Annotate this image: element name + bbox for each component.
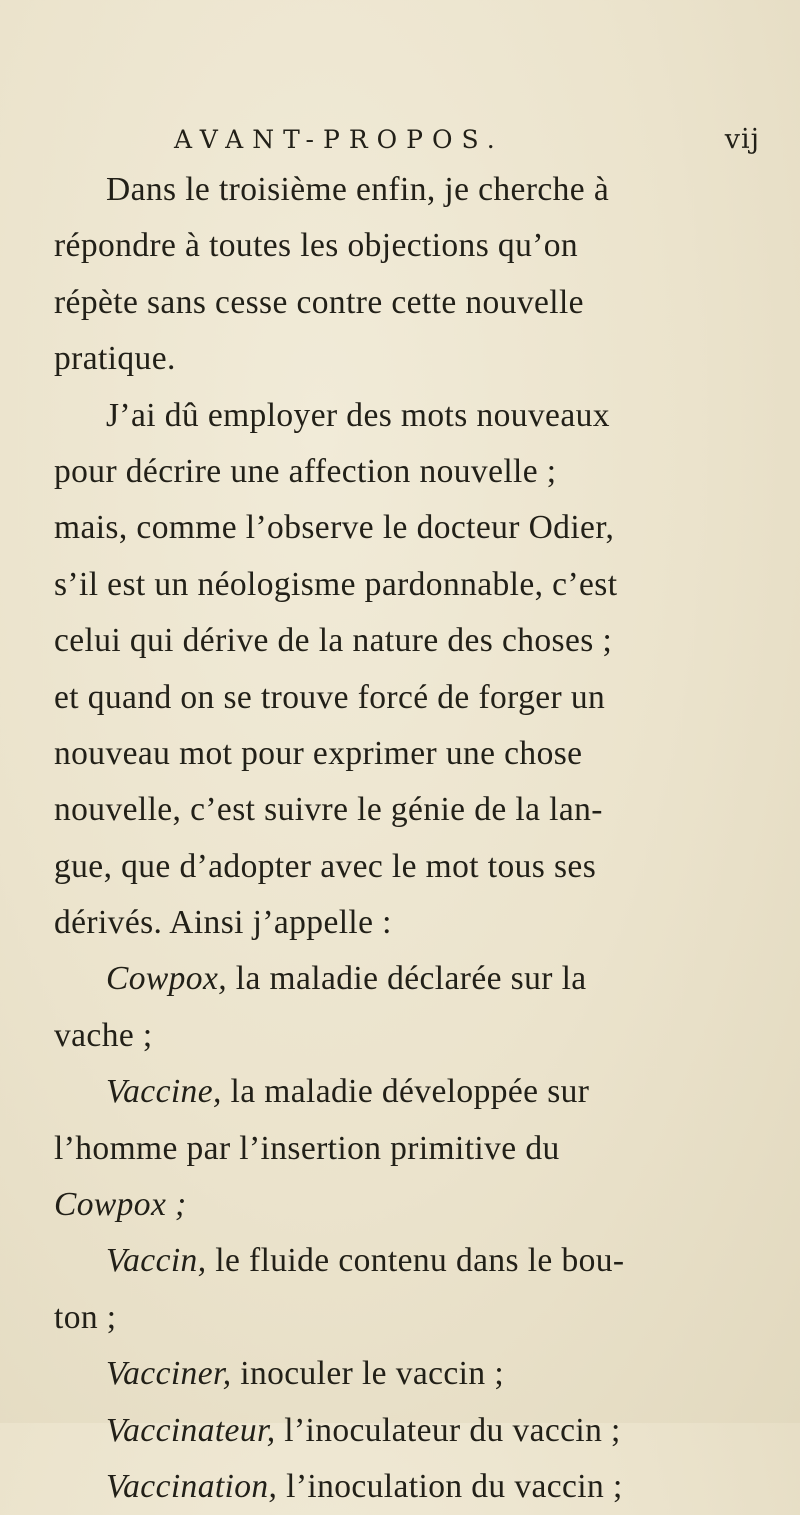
- definition-term: Vaccinateur,: [106, 1411, 276, 1449]
- paragraph-2: [54, 388, 774, 952]
- definition-term: Vacciner,: [106, 1355, 232, 1393]
- definition-term: Vaccine,: [106, 1073, 222, 1111]
- definition-term: Vaccination,: [106, 1467, 278, 1505]
- text-line: répète sans cesse contre cette nouvelle: [54, 283, 584, 321]
- definition-text: la maladie développée sur: [221, 1073, 590, 1111]
- text-line: ton ;: [54, 1298, 117, 1336]
- text-line: vache ;: [54, 1016, 153, 1054]
- definition-term: Vaccin,: [106, 1242, 207, 1280]
- definition-vaccine: [54, 1064, 774, 1233]
- definition-list: [54, 951, 774, 1515]
- text-line: mais, comme l’observe le docteur Odier,: [54, 509, 615, 547]
- text-line: et quand on se trouve forcé de forger un: [54, 678, 606, 716]
- text-line: Dans le troisième enfin, je cherche à: [106, 171, 610, 208]
- text-line: pour décrire une affection nouvelle ;: [54, 452, 557, 490]
- text-line: celui qui dérive de la nature des choses ;: [54, 622, 613, 660]
- definition-vacciner: [54, 1346, 774, 1402]
- definition-text: le fluide contenu dans le bou-: [206, 1242, 625, 1280]
- page-number: vij: [724, 124, 760, 155]
- book-page: [54, 118, 774, 1515]
- text-line: Cowpox ;: [54, 1186, 187, 1224]
- text-line: nouvelle, c’est suivre le génie de la lan-: [54, 791, 603, 829]
- definition-text: inoculer le vaccin ;: [231, 1355, 505, 1393]
- definition-term: Cowpox,: [106, 960, 227, 998]
- definition-vaccin: [54, 1233, 774, 1346]
- text-line: l’homme par l’insertion primitive du: [54, 1129, 560, 1167]
- text-line: J’ai dû employer des mots nouveaux: [106, 396, 610, 434]
- definition-cowpox: [54, 951, 774, 1064]
- running-head-title: AVANT-PROPOS.: [174, 125, 504, 154]
- definition-text: l’inoculation du vaccin ;: [277, 1467, 623, 1505]
- text-line: dérivés. Ainsi j’appelle :: [54, 904, 392, 942]
- paragraph-1: [54, 162, 774, 388]
- definition-vaccinateur: [54, 1403, 774, 1459]
- text-line: pratique.: [54, 340, 176, 378]
- text-line: nouveau mot pour exprimer une chose: [54, 734, 583, 772]
- text-line: répondre à toutes les objections qu’on: [54, 227, 579, 265]
- definition-text: la maladie déclarée sur la: [226, 960, 587, 998]
- definition-vaccination: [54, 1459, 774, 1515]
- running-head: [54, 118, 774, 162]
- text-line: s’il est un néologisme pardonnable, c’est: [54, 565, 618, 603]
- text-line: gue, que d’adopter avec le mot tous ses: [54, 847, 597, 885]
- definition-text: l’inoculateur du vaccin ;: [275, 1411, 621, 1449]
